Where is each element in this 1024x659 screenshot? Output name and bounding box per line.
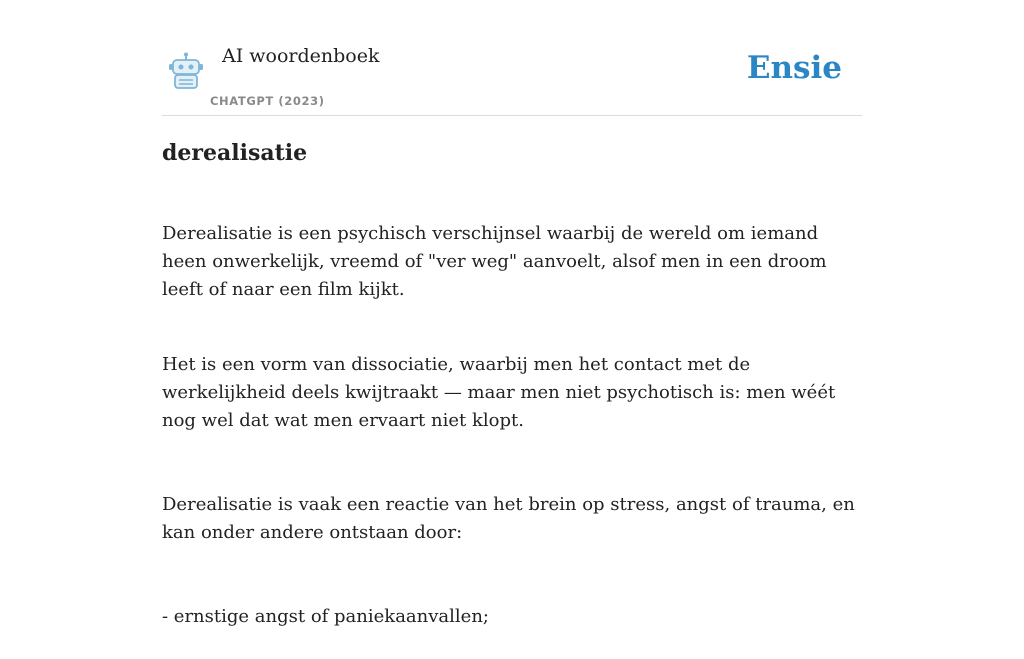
robot-icon xyxy=(166,52,206,90)
dictionary-source: CHATGPT (2023) xyxy=(210,94,325,108)
definition-paragraph: Derealisatie is een psychisch verschijnsel waarbij de wereld om iemand heen onwerkelijk, vreemd of "ver weg" aanvoelt, alsof men in een droom leeft of naar een film kijkt. xyxy=(162,223,827,300)
definition-list-item: - ernstige angst of paniekaanvallen; xyxy=(162,606,489,627)
entry-definition xyxy=(162,192,862,659)
entry-header xyxy=(162,40,862,116)
ensie-logo[interactable]: Ensie xyxy=(746,50,842,86)
entry-term: derealisatie xyxy=(162,140,308,166)
dictionary-title[interactable]: AI woordenboek xyxy=(222,45,380,67)
definition-paragraph: Het is een vorm van dissociatie, waarbij men het contact met de werkelijkheid deels kwijtraakt — maar men niet psychotisch is: men wéét nog wel dat wat men ervaart niet klopt. xyxy=(162,354,836,431)
definition-paragraph: Derealisatie is vaak een reactie van het brein op stress, angst of trauma, en kan onder andere ontstaan door: xyxy=(162,494,855,543)
